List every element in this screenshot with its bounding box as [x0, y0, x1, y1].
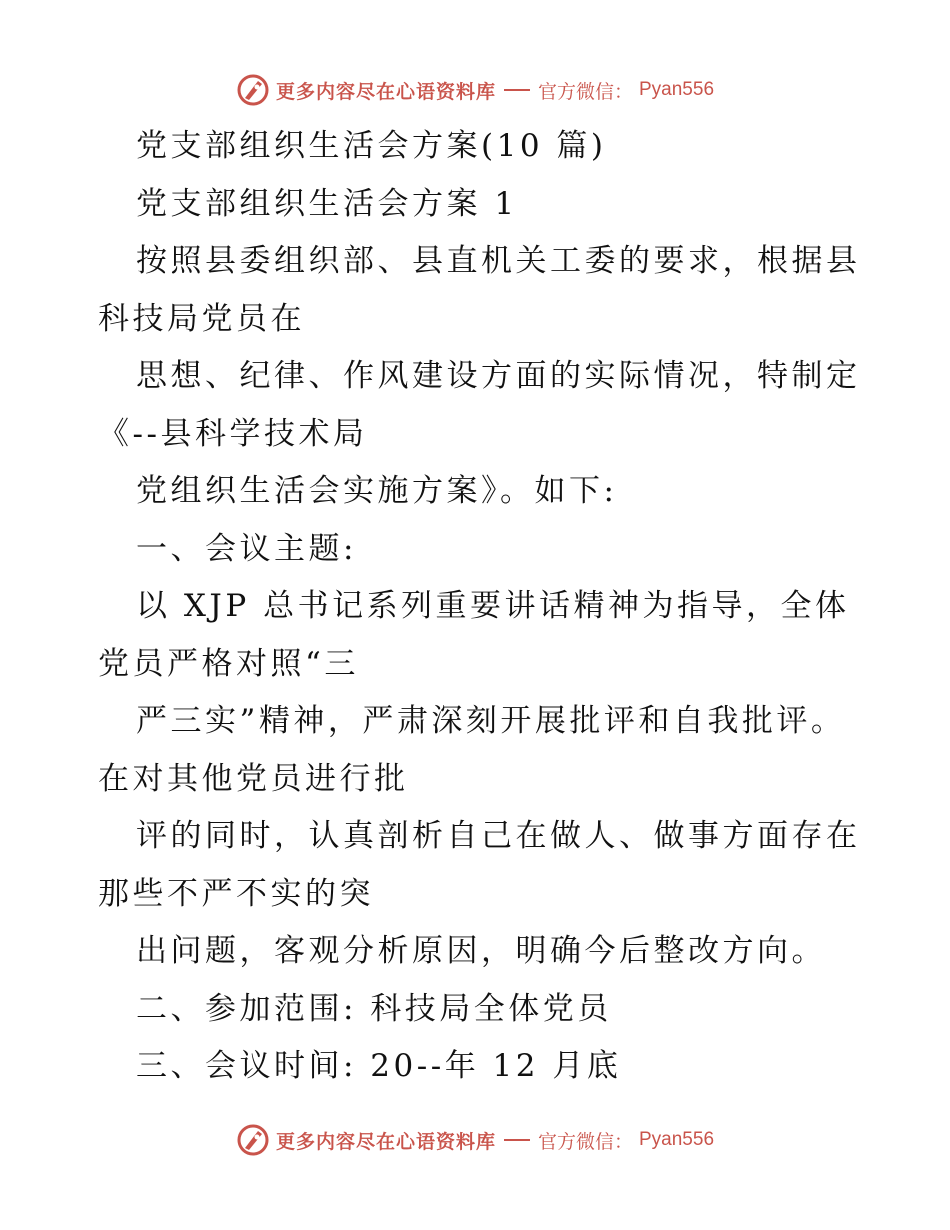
- document-line: 党支部组织生活会方案 1: [136, 185, 518, 222]
- watermark-divider: [504, 89, 530, 91]
- document-line: 严三实”精神，严肃深刻开展批评和自我批评。: [136, 703, 846, 739]
- document-line: 在对其他党员进行批: [98, 760, 409, 797]
- document-line: 出问题，客观分析原因，明确今后整改方向。: [136, 933, 826, 969]
- document-line: 评的同时，认真剖析自己在做人、做事方面存在: [136, 818, 861, 854]
- watermark-wechat-label: 官方微信：: [537, 1130, 633, 1153]
- document-line: 思想、纪律、作风建设方面的实际情况，特制定: [136, 358, 861, 394]
- document-line: 以 XJP 总书记系列重要讲话精神为指导，全体: [136, 588, 850, 624]
- watermark-brand: 更多内容尽在心语资料库: [275, 80, 496, 103]
- document-line: 党组织生活会实施方案》。如下:: [136, 473, 618, 509]
- document-line: 一、会议主题:: [136, 530, 357, 567]
- document-line: 《--县科学技术局: [98, 415, 368, 452]
- quill-pen-logo-icon: [236, 1123, 270, 1157]
- watermark-wechat-id: Pyan556: [639, 79, 715, 100]
- document-body: [98, 118, 861, 1096]
- watermark-divider: [504, 1139, 530, 1141]
- document-line: 那些不严不实的突: [98, 875, 374, 912]
- watermark-header: [0, 70, 950, 110]
- watermark-brand: 更多内容尽在心语资料库: [275, 1130, 496, 1153]
- watermark-footer: [0, 1120, 950, 1160]
- watermark-wechat-id: Pyan556: [639, 1129, 715, 1150]
- document-line: 三、会议时间: 20--年 12 月底: [136, 1048, 622, 1084]
- watermark-wechat-label: 官方微信：: [537, 80, 633, 103]
- document-line: 二、参加范围: 科技局全体党员: [136, 990, 612, 1027]
- document-line: 党支部组织生活会方案(10 篇): [136, 128, 607, 164]
- document-line: 科技局党员在: [98, 300, 305, 337]
- document-line: 党员严格对照“三: [98, 645, 359, 682]
- quill-pen-logo-icon: [236, 73, 270, 107]
- document-line: 按照县委组织部、县直机关工委的要求，根据县: [136, 243, 861, 279]
